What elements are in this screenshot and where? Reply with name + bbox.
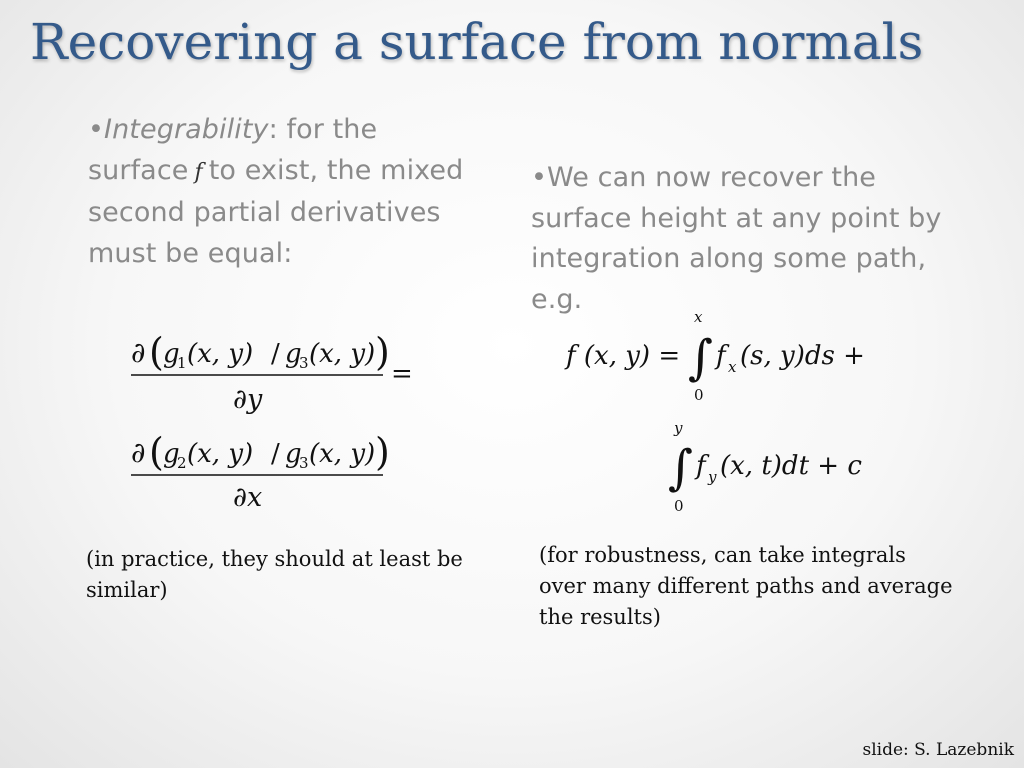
close-paren-1: ) xyxy=(375,330,390,374)
g3-args-2: (x, y) xyxy=(309,439,376,469)
practice-note: (in practice, they should at least be similar) xyxy=(86,547,463,602)
g3-args-1: (x, y) xyxy=(309,339,376,369)
integral-2-body: (x, t)dt + c xyxy=(720,451,862,481)
integral-sign-1: ∫ xyxy=(688,330,714,386)
fx-symbol: f xyxy=(716,341,726,371)
integral-1-lower: 0 xyxy=(694,386,704,404)
g3-subscript-1: 3 xyxy=(299,354,309,372)
fx-subscript: x xyxy=(728,358,737,376)
recover-bullet xyxy=(531,158,981,320)
close-paren-2: ) xyxy=(375,430,390,474)
g3-symbol-2: g xyxy=(285,439,302,469)
g3-symbol-1: g xyxy=(285,339,302,369)
integral-2-lower: 0 xyxy=(674,497,684,515)
denominator-2: ∂x xyxy=(233,482,263,513)
integral-1-upper: x xyxy=(694,308,703,326)
integral-1-body: (s, y)ds + xyxy=(740,341,865,371)
division-slash-1: / xyxy=(271,339,280,369)
partial-symbol-1: ∂ xyxy=(131,336,146,369)
integrability-text-2: to exist, the mixed second partial derivatives must be equal: xyxy=(88,154,464,269)
g1-subscript: 1 xyxy=(177,354,187,372)
integrability-bullet xyxy=(88,110,468,274)
bullet-marker-2: • xyxy=(531,162,548,193)
open-paren-2: ( xyxy=(149,430,164,474)
integral-lhs: f (x, y) = xyxy=(566,341,681,371)
equals-sign: = xyxy=(391,359,413,389)
integrability-text-1: : for the surface xyxy=(88,114,378,186)
denominator-1: ∂y xyxy=(233,384,263,415)
partial-symbol-2: ∂ xyxy=(131,436,146,469)
open-paren-1: ( xyxy=(149,330,164,374)
fy-subscript: y xyxy=(708,468,717,486)
recover-text: We can now recover the surface height at any point by integration along some path, e.g. xyxy=(531,162,942,315)
g2-subscript: 2 xyxy=(177,454,187,472)
g1-symbol: g xyxy=(163,339,180,369)
integration-equation xyxy=(560,300,880,520)
integral-sign-2: ∫ xyxy=(668,440,694,496)
surface-variable: f xyxy=(194,159,203,185)
g1-args: (x, y) xyxy=(187,339,254,369)
integrability-equation xyxy=(125,320,425,520)
g3-subscript-2: 3 xyxy=(299,454,309,472)
integrability-term: Integrability xyxy=(104,114,269,145)
division-slash-2: / xyxy=(271,439,280,469)
slide-credit: slide: S. Lazebnik xyxy=(862,740,1014,760)
fy-symbol: f xyxy=(696,451,706,481)
g2-args: (x, y) xyxy=(187,439,254,469)
slide-title: Recovering a surface from normals xyxy=(30,13,924,71)
bullet-marker: • xyxy=(88,114,105,145)
integral-2-upper: y xyxy=(674,419,683,437)
robustness-note: (for robustness, can take integrals over many different paths and average the results) xyxy=(539,543,953,629)
g2-symbol: g xyxy=(163,439,180,469)
